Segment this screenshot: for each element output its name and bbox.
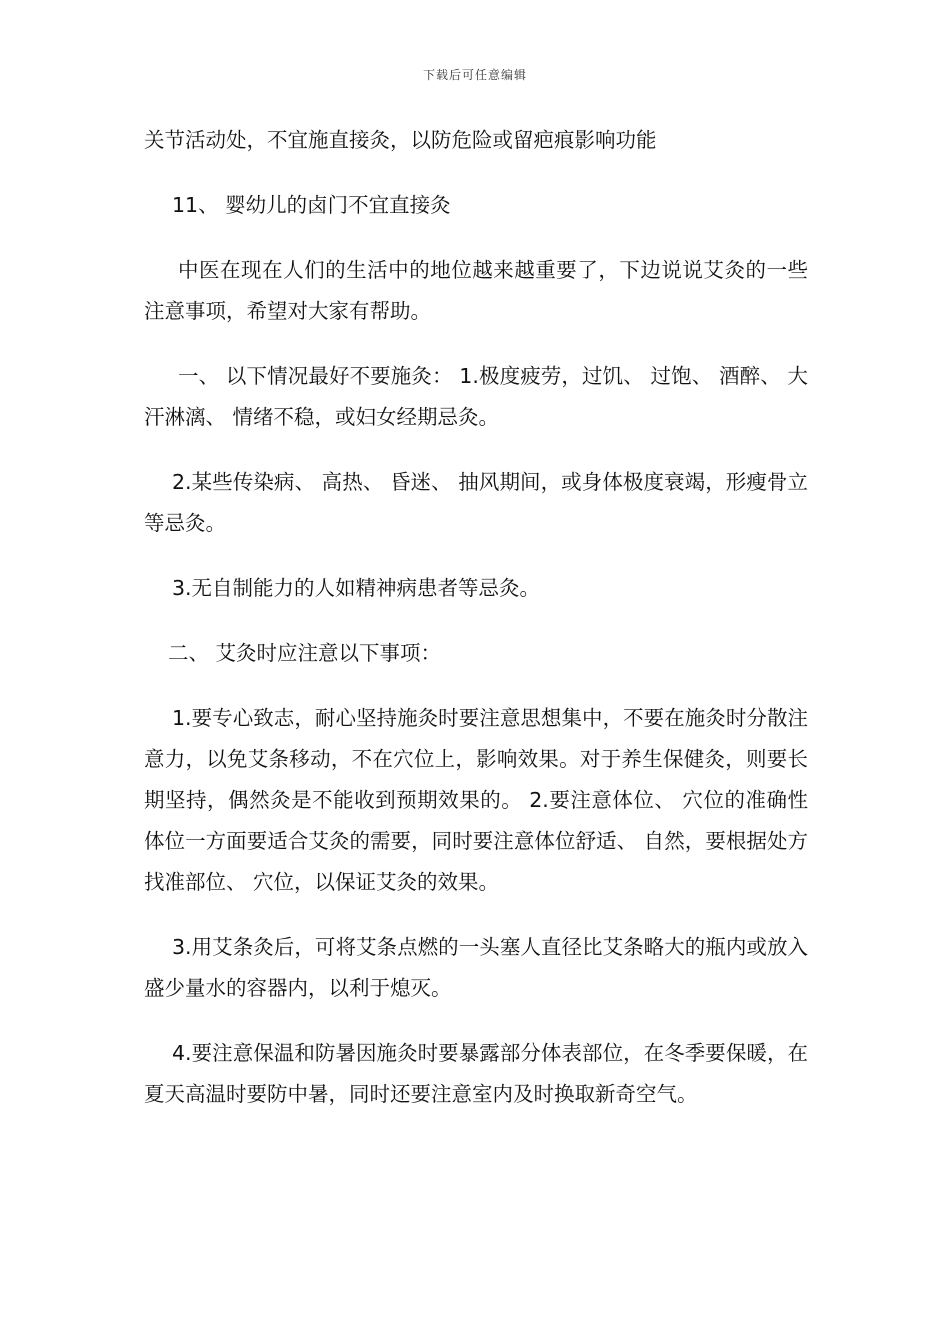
paragraph-3: 中医在现在人们的生活中的地位越来越重要了，下边说说艾灸的一些注意事项，希望对大家有帮助。 bbox=[144, 258, 808, 323]
page-header: 下载后可任意编辑 bbox=[422, 68, 527, 82]
paragraph-2: 11、 婴幼儿的卤门不宜直接灸 bbox=[172, 193, 451, 217]
paragraph-4: 一、 以下情况最好不要施灸： 1.极度疲劳，过饥、 过饱、 酒醉、 大汗淋漓、 情绪不稳，或妇女经期忌灸。 bbox=[144, 364, 808, 429]
paragraph-10: 4.要注意保温和防暑因施灸时要暴露部分体表部位，在冬季要保暖，在夏天高温时要防中暑，同时还要注意室内及时换取新奇空气。 bbox=[144, 1041, 808, 1106]
paragraph-6: 3.无自制能力的人如精神病患者等忌灸。 bbox=[172, 576, 541, 600]
paragraph-5: 2.某些传染病、 高热、 昏迷、 抽风期间，或身体极度衰竭，形瘦骨立等忌灸。 bbox=[144, 470, 808, 535]
paragraph-8: 1.要专心致志，耐心坚持施灸时要注意思想集中，不要在施灸时分散注意力，以免艾条移动，不在穴位上，影响效果。对于养生保健灸，则要长期坚持，偶然灸是不能收到预期效果的。 2.要注意体位、 穴位的准确性体位一方面要适合艾灸的需要，同时要注意体位舒适、 自然，要根据处方找准部位、 穴位，以保证艾灸的效果。 bbox=[144, 706, 808, 894]
paragraph-1: 关节活动处，不宜施直接灸，以防危险或留疤痕影响功能 bbox=[144, 128, 657, 152]
paragraph-7: 二、 艾灸时应注意以下事项： bbox=[168, 641, 442, 665]
paragraph-9: 3.用艾条灸后，可将艾条点燃的一头塞人直径比艾条略大的瓶内或放入盛少量水的容器内，以利于熄灭。 bbox=[144, 935, 808, 1000]
document-body bbox=[144, 120, 808, 1115]
